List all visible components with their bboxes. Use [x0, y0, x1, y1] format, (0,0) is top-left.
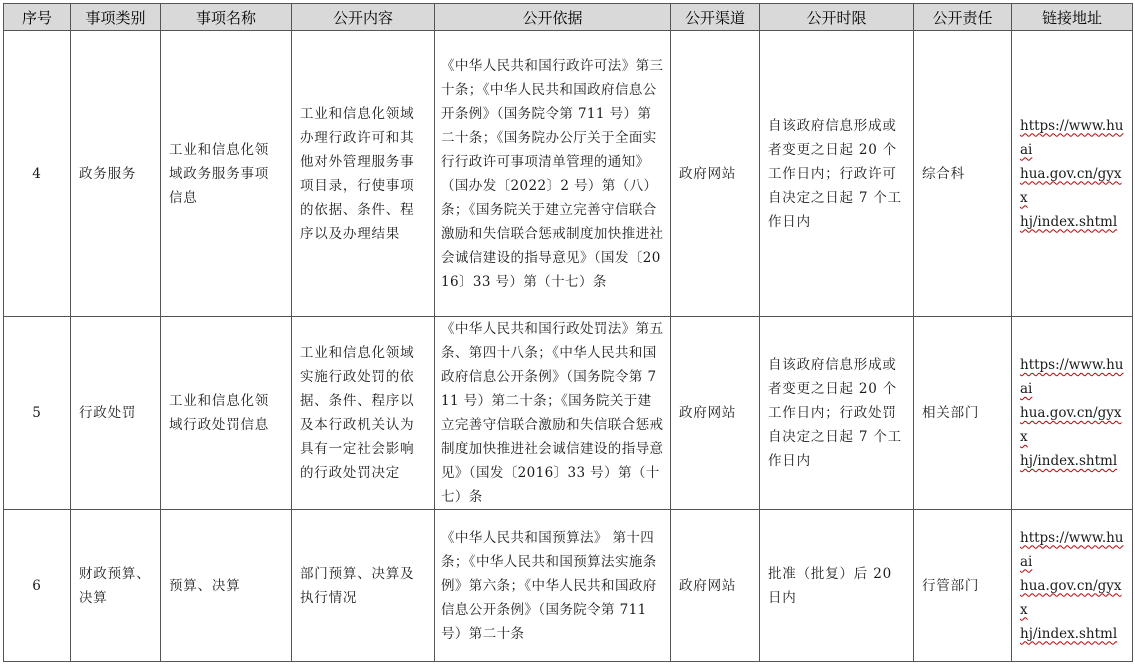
row-channel: 政府网站 — [671, 510, 760, 662]
row-category: 行政处罚 — [71, 317, 161, 510]
row-basis: 《中华人民共和国行政许可法》第三十条；《中华人民共和国政府信息公开条例》（国务院令第 711 号）第二十条；《国务院办公厅关于全面实行行政许可事项清单管理的通知》（国办发〔2022〕2 号）第（八）条；《国务院关于建立完善守信联合激励和失信联合惩戒制度加快推进社会诚信建设的指导意见》（国发〔2016〕33 号）第（十七）条 — [435, 31, 671, 317]
table-row — [4, 317, 1133, 510]
row-link[interactable] — [1012, 317, 1133, 510]
disclosure-table — [3, 3, 1133, 662]
header-time-limit: 公开时限 — [760, 4, 914, 31]
link-part[interactable]: hj/index.shtml — [1020, 453, 1118, 469]
row-name: 工业和信息化领域行政处罚信息 — [161, 317, 292, 510]
row-basis: 《中华人民共和国预算法》 第十四条；《中华人民共和国预算法实施条例》第六条；《中华人民共和国政府信息公开条例》（国务院令第 711 号）第二十条 — [435, 510, 671, 662]
row-name: 工业和信息化领域政务服务事项信息 — [161, 31, 292, 317]
table-row — [4, 510, 1133, 662]
row-name: 预算、决算 — [161, 510, 292, 662]
row-content: 工业和信息化领域实施行政处罚的依据、条件、程序以及本行政机关认为具有一定社会影响的行政处罚决定 — [292, 317, 435, 510]
link-part[interactable]: https://www.huai — [1020, 529, 1124, 570]
header-category: 事项类别 — [71, 4, 161, 31]
link-part[interactable]: hua.gov.cn/gyxx — [1020, 405, 1122, 445]
link-part[interactable]: hj/index.shtml — [1020, 213, 1118, 230]
header-name: 事项名称 — [161, 4, 292, 31]
row-channel: 政府网站 — [671, 317, 760, 510]
row-no: 5 — [4, 317, 71, 510]
table-row — [4, 31, 1133, 317]
header-channel: 公开渠道 — [671, 4, 760, 31]
header-responsible: 公开责任 — [914, 4, 1012, 31]
header-no: 序号 — [4, 4, 71, 31]
row-link[interactable] — [1012, 31, 1133, 317]
header-row — [4, 4, 1133, 31]
row-link[interactable] — [1012, 510, 1133, 662]
link-part[interactable]: https://www.huai — [1020, 117, 1124, 158]
header-basis: 公开依据 — [435, 4, 671, 31]
link-part[interactable]: hua.gov.cn/gyxx — [1020, 165, 1122, 206]
row-responsible: 综合科 — [914, 31, 1012, 317]
row-category: 财政预算、决算 — [71, 510, 161, 662]
header-content: 公开内容 — [292, 4, 435, 31]
header-link: 链接地址 — [1012, 4, 1133, 31]
row-basis: 《中华人民共和国行政处罚法》第五条、第四十八条；《中华人民共和国政府信息公开条例》（国务院令第 711 号）第二十条；《国务院关于建立完善守信联合激励和失信联合惩戒制度加快推进社会诚信建设的指导意见》（国发〔2016〕33 号）第（十七）条 — [435, 317, 671, 510]
row-time-limit: 批准（批复）后 20 日内 — [760, 510, 914, 662]
row-time-limit: 自该政府信息形成或者变更之日起 20 个工作日内；行政许可自决定之日起 7 个工作日内 — [760, 31, 914, 317]
row-channel: 政府网站 — [671, 31, 760, 317]
row-responsible: 相关部门 — [914, 317, 1012, 510]
link-part[interactable]: hua.gov.cn/gyxx — [1020, 577, 1122, 618]
row-category: 政务服务 — [71, 31, 161, 317]
row-content: 工业和信息化领域办理行政许可和其他对外管理服务事项目录，行使事项的依据、条件、程序以及办理结果 — [292, 31, 435, 317]
row-content: 部门预算、决算及执行情况 — [292, 510, 435, 662]
row-responsible: 行管部门 — [914, 510, 1012, 662]
row-time-limit: 自该政府信息形成或者变更之日起 20 个工作日内；行政处罚自决定之日起 7 个工作日内 — [760, 317, 914, 510]
row-no: 6 — [4, 510, 71, 662]
link-part[interactable]: https://www.huai — [1020, 357, 1124, 397]
link-part[interactable]: hj/index.shtml — [1020, 625, 1118, 642]
row-no: 4 — [4, 31, 71, 317]
